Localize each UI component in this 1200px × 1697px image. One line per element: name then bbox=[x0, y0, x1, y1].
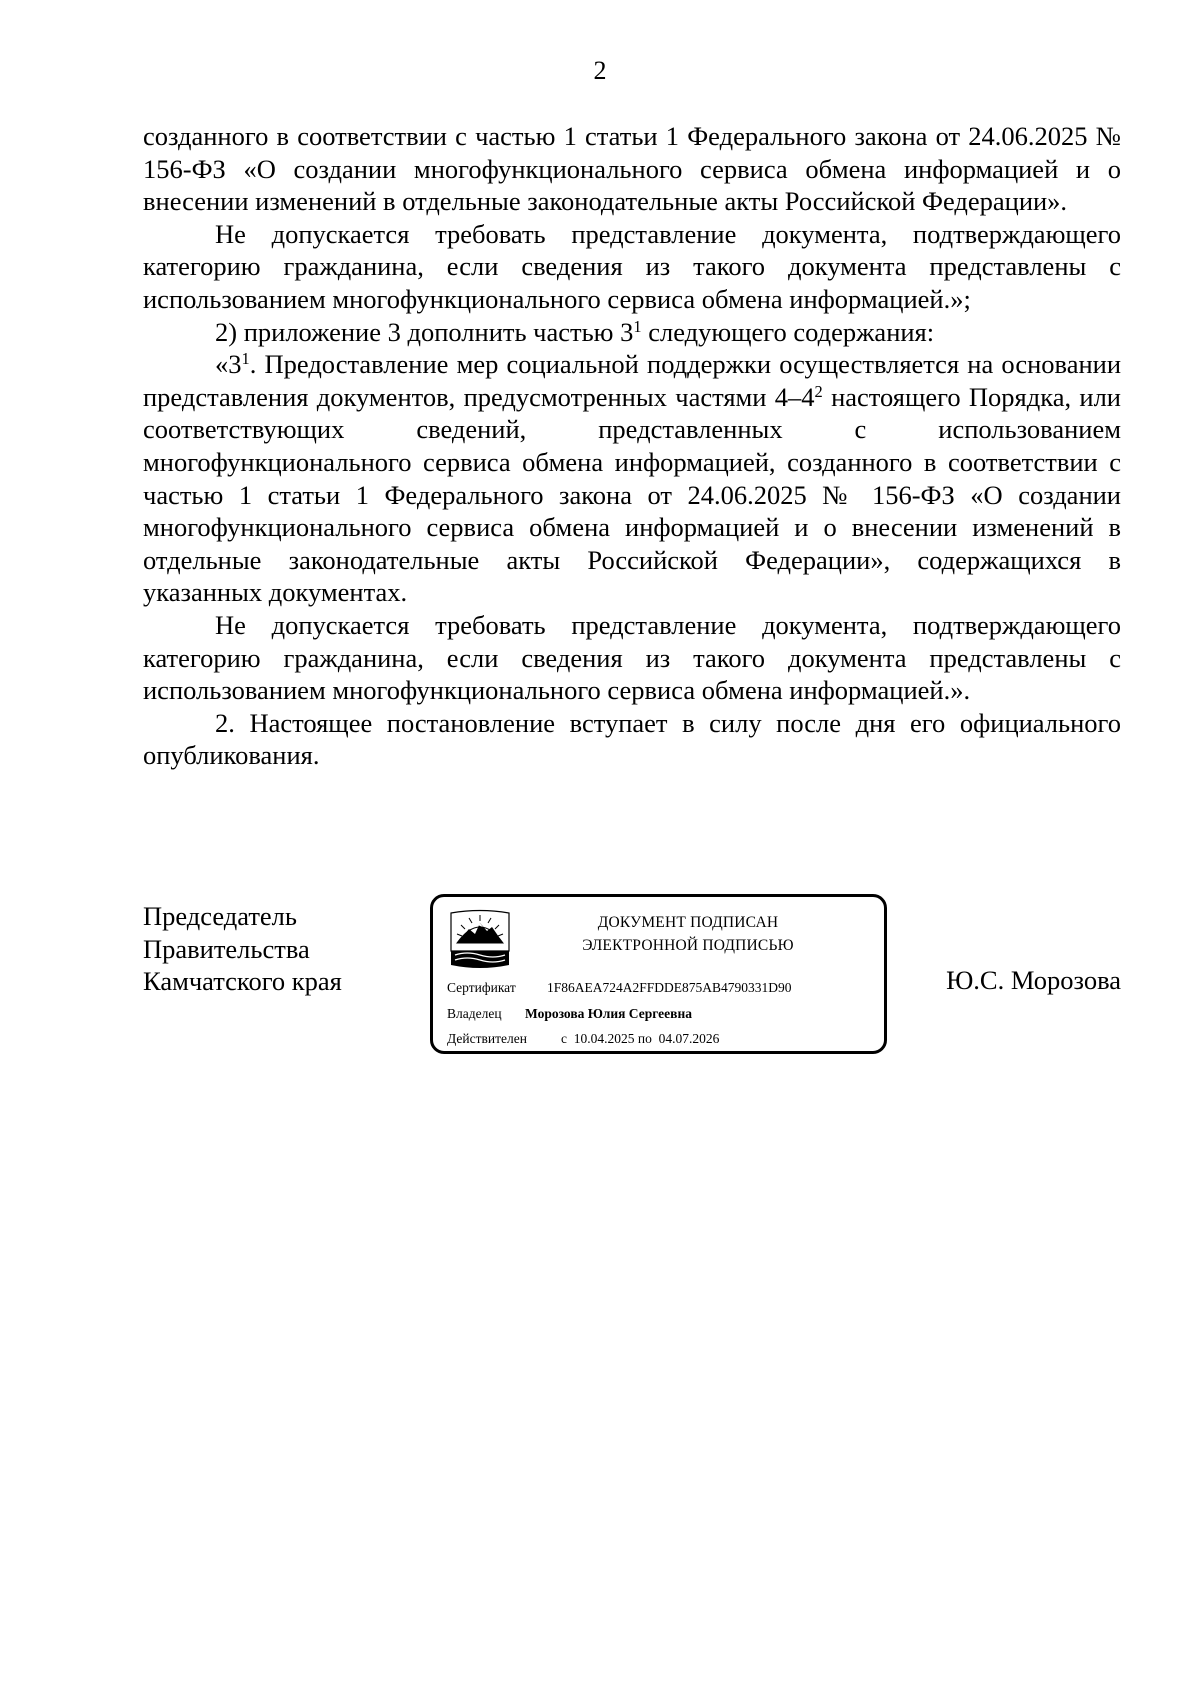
paragraph-3-text-b: следующего содержания: bbox=[641, 316, 935, 347]
paragraph-6: 2. Настоящее постановление вступает в силу после дня его официального опубликования. bbox=[143, 707, 1121, 771]
paragraph-5: Не допускается требовать представление документа, подтверждающего категорию гражданина, если сведения из такого документа представлены с использованием многофункционального сервиса обмена информацией.». bbox=[143, 609, 1121, 706]
electronic-signature-stamp bbox=[430, 894, 887, 1054]
signatory-position bbox=[143, 900, 342, 998]
owner-label: Владелец bbox=[447, 1006, 502, 1021]
stamp-title-line-2: ЭЛЕКТРОННОЙ ПОДПИСЬЮ bbox=[582, 937, 794, 954]
validity-label: Действителен bbox=[447, 1031, 527, 1046]
signatory-position-line-3: Камчатского края bbox=[143, 966, 342, 997]
stamp-owner-row bbox=[447, 1005, 692, 1023]
paragraph-1: созданного в соответствии с частью 1 статьи 1 Федерального закона от 24.06.2025 № 156-ФЗ «О создании многофункционального сервиса обмена информацией и о внесении изменений в отдельные законодательные акты Российской Федерации». bbox=[143, 121, 1121, 217]
kamchatka-emblem-icon bbox=[447, 907, 513, 973]
paragraph-3-text-a: 2) приложение 3 дополнить частью 3 bbox=[215, 316, 634, 347]
stamp-title bbox=[523, 911, 853, 957]
document-body bbox=[143, 120, 1121, 772]
paragraph-4-text-b: . Предоставление мер социальной поддержки осуществляется на основании представления документов, предусмотренных частями 4–4 bbox=[143, 349, 1121, 412]
paragraph-4-superscript-a: 1 bbox=[241, 349, 250, 369]
stamp-title-line-1: ДОКУМЕНТ ПОДПИСАН bbox=[597, 914, 779, 931]
paragraph-4-superscript-b: 2 bbox=[814, 381, 823, 401]
paragraph-4-text-c: настоящего Порядка, или соответствующих сведений, представленных с использованием многофункционального сервиса обмена информацией, созданного в соответствии с частью 1 статьи 1 Федерального закона от 24.06.2025 № 156-ФЗ «О создании многофункционального сервиса обмена информацией и о внесении изменений в отдельные законодательные акты Российской Федерации», содержащихся в указанных документах. bbox=[143, 381, 1121, 608]
signatory-name: Ю.С. Морозова bbox=[946, 965, 1121, 995]
signatory-position-line-2: Правительства bbox=[143, 933, 310, 964]
paragraph-4 bbox=[143, 348, 1121, 609]
certificate-value: 1F86AEA724A2FFDDE875AB4790331D90 bbox=[547, 980, 792, 995]
paragraph-3 bbox=[143, 316, 1121, 349]
validity-value: с 10.04.2025 по 04.07.2026 bbox=[561, 1031, 720, 1046]
paragraph-2: Не допускается требовать представление документа, подтверждающего категорию гражданина, если сведения из такого документа представлены с использованием многофункционального сервиса обмена информацией.»; bbox=[143, 218, 1121, 314]
paragraph-3-superscript: 1 bbox=[633, 316, 642, 336]
stamp-certificate-row bbox=[447, 979, 792, 997]
paragraph-4-text-a: «3 bbox=[215, 349, 242, 380]
page-number: 2 bbox=[593, 56, 607, 85]
certificate-label: Сертификат bbox=[447, 980, 516, 995]
stamp-validity-row bbox=[447, 1030, 720, 1048]
signatory-position-line-1: Председатель bbox=[143, 901, 297, 931]
owner-value: Морозова Юлия Сергеевна bbox=[525, 1006, 692, 1021]
